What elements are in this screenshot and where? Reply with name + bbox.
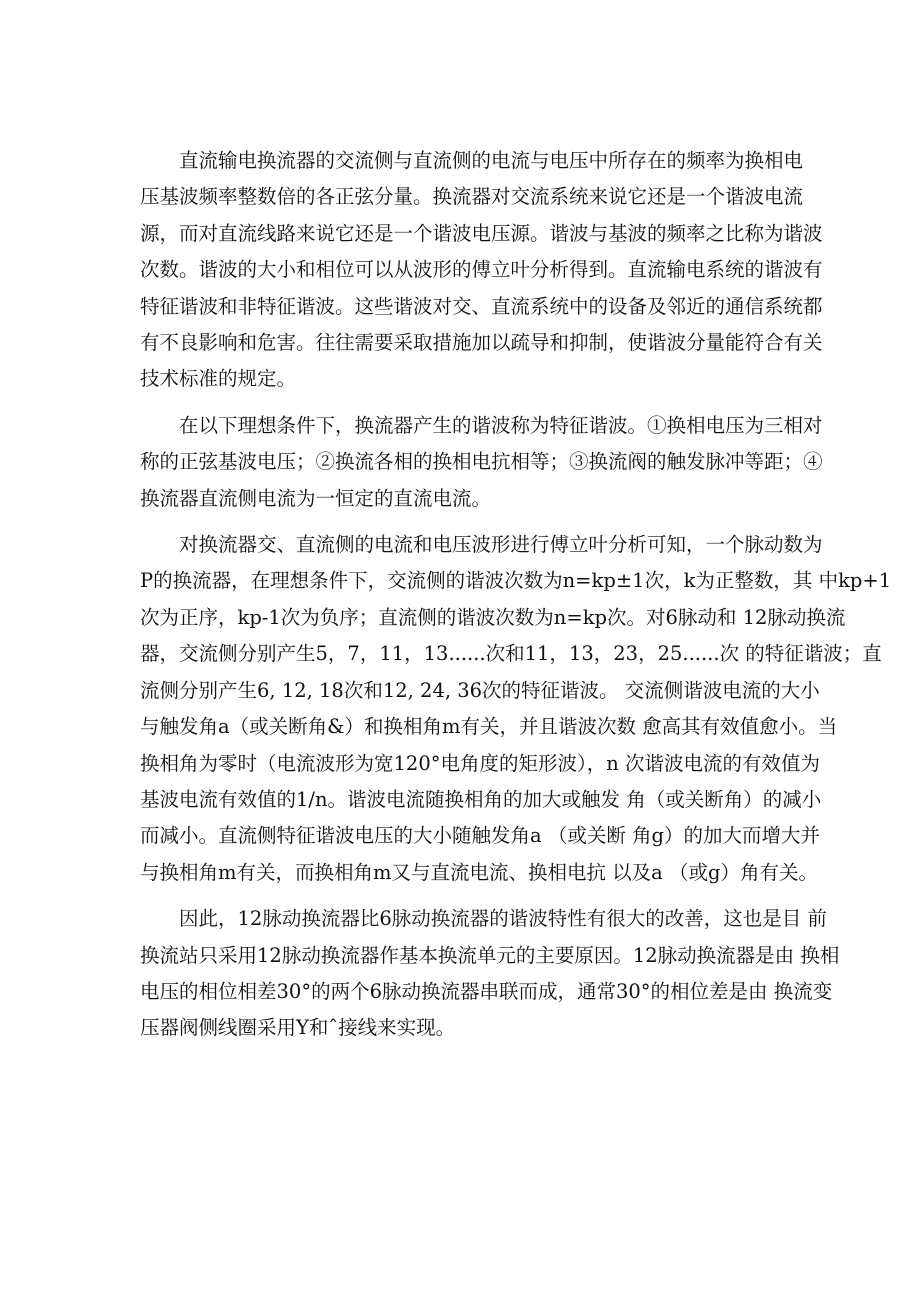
text-line: 电压的相位相差30°的两个6脉动换流器串联而成，通常30°的相位差是由 换流变 (140, 979, 833, 1003)
paragraph-4 (140, 901, 840, 1047)
text-line: 压基波频率整数倍的各正弦分量。换流器对交流系统来说它还是一个谐波电流 (140, 185, 804, 209)
text-line: 直流输电换流器的交流侧与直流侧的电流与电压中所存在的频率为换相电 (179, 149, 804, 172)
text-line: 换流器直流侧电流为一恒定的直流电流。 (140, 486, 492, 510)
paragraph-3 (140, 527, 892, 891)
text-line: P的换流器，在理想条件下，交流侧的谐波次数为n=kp±1次，k为正整数，其 中kp+1 (140, 569, 892, 593)
text-line: 特征谐波和非特征谐波。这些谐波对交、直流系统中的设备及邻近的通信系统都 (140, 294, 823, 318)
text-line: 流侧分别产生6, 12, 18次和12, 24, 36次的特征谐波。 交流侧谐波电流的大小 (140, 678, 820, 702)
document-body (140, 143, 892, 1057)
text-line: 因此，12脉动换流器比6脉动换流器的谐波特性有很大的改善，这也是目 前 (179, 907, 827, 931)
text-line: 对换流器交、直流侧的电流和电压波形进行傅立叶分析可知，一个脉动数为 (179, 533, 823, 557)
text-line: 基波电流有效值的1/n。谐波电流随换相角的加大或触发 角（或关断角）的减小 (140, 787, 822, 811)
text-line: 器，交流侧分别产生5，7，11，13......次和11，13，23，25......次 的特征谐波；直 (140, 642, 882, 666)
text-line: 在以下理想条件下，换流器产生的谐波称为特征谐波。①换相电压为三相对 (179, 413, 823, 437)
text-line: 压器阀侧线圈采用Y和ˆ接线来实现。 (140, 1016, 456, 1040)
text-line: 换流站只采用12脉动换流器作基本换流单元的主要原因。12脉动换流器是由 换相 (140, 943, 840, 967)
text-line: 次为正序，kp-1次为负序；直流侧的谐波次数为n=kp次。对6脉动和 12脉动换流 (140, 605, 846, 629)
text-line: 与换相角m有关，而换相角m又与直流电流、换相电抗 以及a （或g）角有关。 (140, 860, 818, 884)
text-line: 称的正弦基波电压；②换流各相的换相电抗相等；③换流阀的触发脉冲等距；④ (140, 450, 823, 474)
text-line: 而减小。直流侧特征谐波电压的大小随触发角a （或关断 角g）的加大而增大并 (140, 824, 821, 848)
paragraph-1 (140, 143, 823, 398)
text-line: 技术标准的规定。 (140, 367, 297, 391)
paragraph-2 (140, 408, 823, 517)
text-line: 与触发角a（或关断角&）和换相角m有关，并且谐波次数 愈高其有效值愈小。当 (140, 715, 838, 739)
text-line: 次数。谐波的大小和相位可以从波形的傅立叶分析得到。直流输电系统的谐波有 (140, 258, 823, 282)
text-line: 换相角为零时（电流波形为宽120°电角度的矩形波），n 次谐波电流的有效值为 (140, 751, 820, 775)
text-line: 源，而对直流线路来说它还是一个谐波电压源。谐波与基波的频率之比称为谐波 (140, 221, 823, 245)
text-line: 有不良影响和危害。往往需要采取措施加以疏导和抑制，使谐波分量能符合有关 (140, 331, 823, 355)
